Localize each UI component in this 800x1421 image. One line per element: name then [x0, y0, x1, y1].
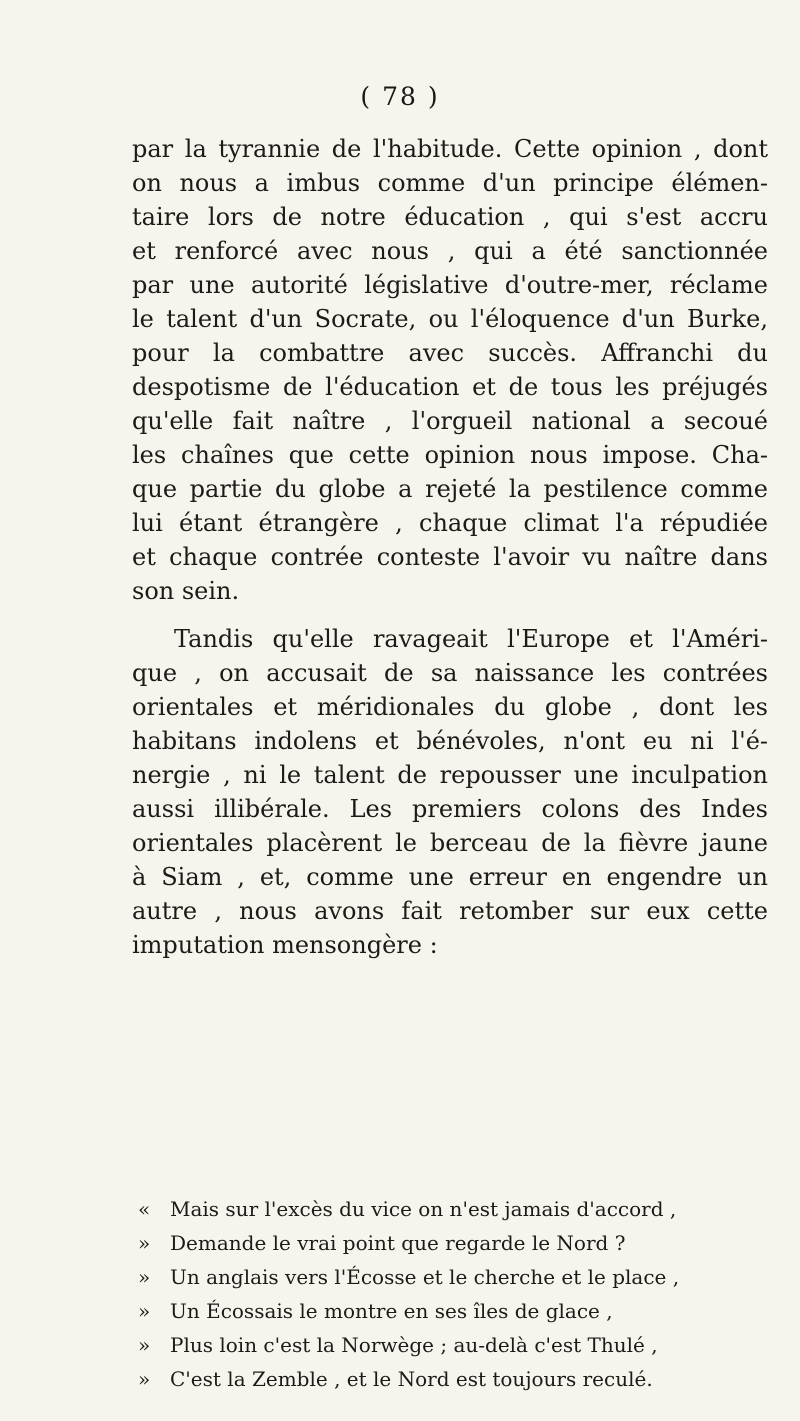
text-line: taire lors de notre éducation , qui s'est accru	[132, 203, 768, 231]
text-line: à Siam , et, comme une erreur en engendre un	[132, 863, 768, 891]
quote-mark: »	[138, 1367, 151, 1391]
verse-quotation	[138, 1192, 768, 1396]
text-line: pour la combattre avec succès. Affranchi du	[132, 339, 768, 367]
quote-mark: »	[138, 1299, 151, 1323]
text-line: on nous a imbus comme d'un principe élémen-	[132, 169, 768, 197]
paragraph-gap	[132, 608, 768, 622]
text-line: que , on accusait de sa naissance les contrées	[132, 659, 768, 687]
quote-mark: «	[138, 1197, 151, 1221]
verse-line	[138, 1260, 768, 1294]
text-line: nergie , ni le talent de repousser une inculpation	[132, 761, 768, 789]
text-line: les chaînes que cette opinion nous impose. Cha-	[132, 441, 768, 469]
verse-text: Demande le vrai point que regarde le Nord ?	[170, 1231, 626, 1255]
page-number: ( 78 )	[360, 82, 440, 111]
verse-line	[138, 1328, 768, 1362]
text-line: orientales placèrent le berceau de la fièvre jaune	[132, 829, 768, 857]
text-line: par une autorité législative d'outre-mer, réclame	[132, 271, 768, 299]
verse-text: Mais sur l'excès du vice on n'est jamais d'accord ,	[170, 1197, 677, 1221]
text-line: Tandis qu'elle ravageait l'Europe et l'Améri-	[174, 625, 768, 653]
verse-text: C'est la Zemble , et le Nord est toujours reculé.	[170, 1367, 653, 1391]
text-line: autre , nous avons fait retomber sur eux cette	[132, 897, 768, 925]
text-line: le talent d'un Socrate, ou l'éloquence d'un Burke,	[132, 305, 768, 333]
verse-text: Plus loin c'est la Norwège ; au-delà c'est Thulé ,	[170, 1333, 658, 1357]
paragraph-2	[132, 622, 768, 962]
text-line: son sein.	[132, 577, 240, 605]
text-line: et chaque contrée conteste l'avoir vu naître dans	[132, 543, 768, 571]
verse-line	[138, 1226, 768, 1260]
quote-mark: »	[138, 1333, 151, 1357]
text-line: et renforcé avec nous , qui a été sanctionnée	[132, 237, 768, 265]
body-text	[132, 132, 768, 962]
text-line: habitans indolens et bénévoles, n'ont eu ni l'é-	[132, 727, 768, 755]
text-line: orientales et méridionales du globe , dont les	[132, 693, 768, 721]
text-line: aussi illibérale. Les premiers colons des Indes	[132, 795, 768, 823]
verse-line	[138, 1362, 768, 1396]
verse-text: Un Écossais le montre en ses îles de glace ,	[170, 1299, 613, 1323]
quote-mark: »	[138, 1231, 151, 1255]
verse-line	[138, 1294, 768, 1328]
text-line: lui étant étrangère , chaque climat l'a répudiée	[132, 509, 768, 537]
quote-mark: »	[138, 1265, 151, 1289]
text-line: qu'elle fait naître , l'orgueil national a secoué	[132, 407, 768, 435]
paragraph-1	[132, 132, 768, 608]
verse-line	[138, 1192, 768, 1226]
text-line: par la tyrannie de l'habitude. Cette opinion , dont	[132, 135, 768, 163]
text-line: que partie du globe a rejeté la pestilence comme	[132, 475, 768, 503]
verse-text: Un anglais vers l'Écosse et le cherche et le place ,	[170, 1265, 680, 1289]
text-line: imputation mensongère :	[132, 931, 438, 959]
text-line: despotisme de l'éducation et de tous les préjugés	[132, 373, 768, 401]
